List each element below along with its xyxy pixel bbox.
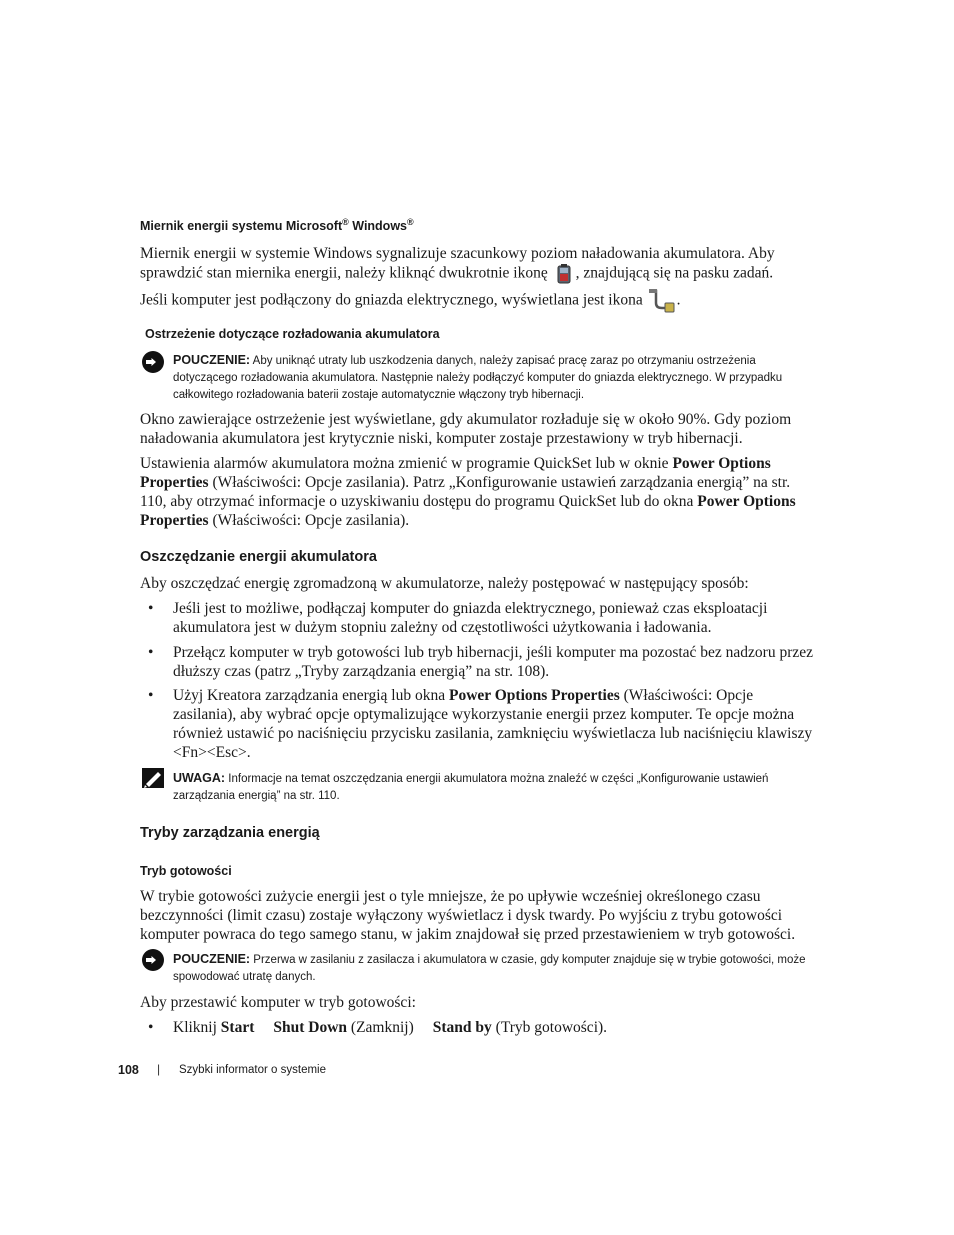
text: (Właściwości: Opcje zasilania). Patrz „Konfigurowanie ustawień zarządzania energią” na str. 110, aby otrzymać informacje o uzyskiwaniu dostępu do programu QuickSet lub do okna [140, 474, 791, 510]
heading-standby-mode: Tryb gotowości [140, 864, 232, 878]
text: (Właściwości: Opcje zasilania), aby wybrać opcje optymalizujące wykorzystanie energii przez komputer. Te opcje można również ustawić po naciśnięciu przycisku zasilania, zamknięciu wyświetlacza lub naciśnięciu klawiszy <Fn><Esc>. [173, 687, 813, 761]
registered-mark: ® [407, 216, 414, 227]
list-item: Przełącz komputer w tryb gotowości lub tryb hibernacji, jeśli komputer ma pozostać bez nadzoru przez dłuższy czas (patrz „Tryby zarządzania energią” na str. 108). [173, 644, 814, 680]
text: Jeśli komputer jest podłączony do gniazda elektrycznego, wyświetlana jest ikona [140, 291, 643, 309]
power-options-label: Power Options Properties [140, 455, 771, 491]
paragraph-warning-1: Okno zawierające ostrzeżenie jest wyświetlane, gdy akumulator rozładuje się w około 90%. Gdy poziom naładowania akumulatora jest krytycznie niski, komputer zostaje przestawiony w tryb hibernacji. [140, 411, 792, 447]
bullet: • [148, 687, 154, 704]
list-item: Jeśli jest to możliwe, podłączaj komputer do gniazda elektrycznego, ponieważ czas eksploatacji akumulatora jest w dużym stopniu zależny od częstotliwości użytkowania i ładowania. [173, 600, 768, 636]
paragraph-warning-2 [140, 454, 815, 530]
note-saving [173, 770, 813, 805]
notice-low-battery [173, 352, 813, 404]
notice-label: POUCZENIE: [173, 952, 251, 966]
heading-power-meter [140, 216, 414, 233]
shut-down-label: Shut Down [273, 1019, 348, 1036]
text: Kliknij [173, 1019, 221, 1036]
start-label: Start [220, 1019, 255, 1036]
heading-text: Miernik energii systemu Microsoft [140, 219, 343, 233]
note-label: UWAGA: [173, 771, 226, 785]
bullet: • [148, 644, 154, 661]
text: (Tryb gotowości). [491, 1019, 608, 1036]
heading-low-battery-warning: Ostrzeżenie dotyczące rozładowania akumulatora [145, 327, 440, 341]
notice-text: Aby uniknąć utraty lub uszkodzenia danych, należy zapisać pracę zaraz po otrzymaniu ostrzeżenia dotyczącego rozładowania akumulatora. Następnie należy podłączyć komputer do gniazda elektrycznego. W przypadku całkowitego rozładowania baterii zostaje automatycznie włączony tryb hibernacji. [173, 355, 783, 401]
text: (Właściwości: Opcje zasilania). [208, 512, 410, 529]
note-icon [142, 768, 164, 788]
paragraph-standby: W trybie gotowości zużycie energii jest o tyle mniejsze, że po upływie wcześniej określonego czasu bezczynności (limit czasu) zostaje wyłączony wyświetlacz i dysk twardy. Po wyjściu z trybu gotowości komputer powraca do tego samego stanu, w jakim znajdował się przed przestawieniem w tryb gotowości. [140, 888, 796, 943]
footer-title: Szybki informator o systemie [179, 1064, 326, 1076]
heading-text: Windows [348, 219, 407, 233]
heading-saving-battery: Oszczędzanie energii akumulatora [140, 549, 377, 565]
battery-icon [554, 263, 574, 285]
heading-power-modes: Tryby zarządzania energią [140, 825, 320, 841]
stand-by-label: Stand by [432, 1019, 492, 1036]
power-options-label: Power Options Properties [140, 493, 796, 529]
notice-standby [173, 951, 813, 986]
text: . [676, 291, 681, 309]
text: Użyj Kreatora zarządzania energią lub okna [173, 687, 449, 704]
page-number: 108 [118, 1063, 139, 1077]
paragraph-meter-1 [140, 244, 815, 285]
paragraph-saving-intro: Aby oszczędzać energię zgromadzoną w akumulatorze, należy postępować w następujący sposób: [140, 575, 749, 592]
footer-separator: | [157, 1062, 161, 1076]
note-text: Informacje na temat oszczędzania energii akumulatora można znaleźć w części „Konfigurowanie ustawień zarządzania energią” na str. 110. [173, 773, 769, 802]
notice-text: Przerwa w zasilaniu z zasilacza i akumulatora w czasie, gdy komputer znajduje się w trybie gotowości, może spowodować utratę danych. [173, 954, 806, 983]
paragraph-standby-intro: Aby przestawić komputer w tryb gotowości: [140, 994, 416, 1011]
text: (Zamknij) [347, 1019, 414, 1036]
caution-icon [142, 351, 164, 373]
caution-icon [142, 949, 164, 971]
paragraph-meter-2 [140, 288, 815, 314]
text: Miernik energii w systemie Windows sygnalizuje szacunkowy poziom naładowania akumulatora. Aby sprawdzić stan miernika energii, należy kliknąć dwukrotnie ikonę [140, 245, 775, 282]
ac-plug-icon [647, 288, 677, 314]
list-item-standby-step [173, 1018, 815, 1037]
notice-label: POUCZENIE: [173, 353, 251, 367]
registered-mark: ® [342, 216, 349, 227]
bullet: • [148, 600, 154, 617]
text: Ustawienia alarmów akumulatora można zmienić w programie QuickSet lub w oknie [140, 455, 673, 472]
bullet: • [148, 1019, 154, 1036]
power-options-label: Power Options Properties [448, 687, 620, 704]
text: , znajdującą się na pasku zadań. [575, 264, 774, 282]
list-item [173, 686, 815, 762]
